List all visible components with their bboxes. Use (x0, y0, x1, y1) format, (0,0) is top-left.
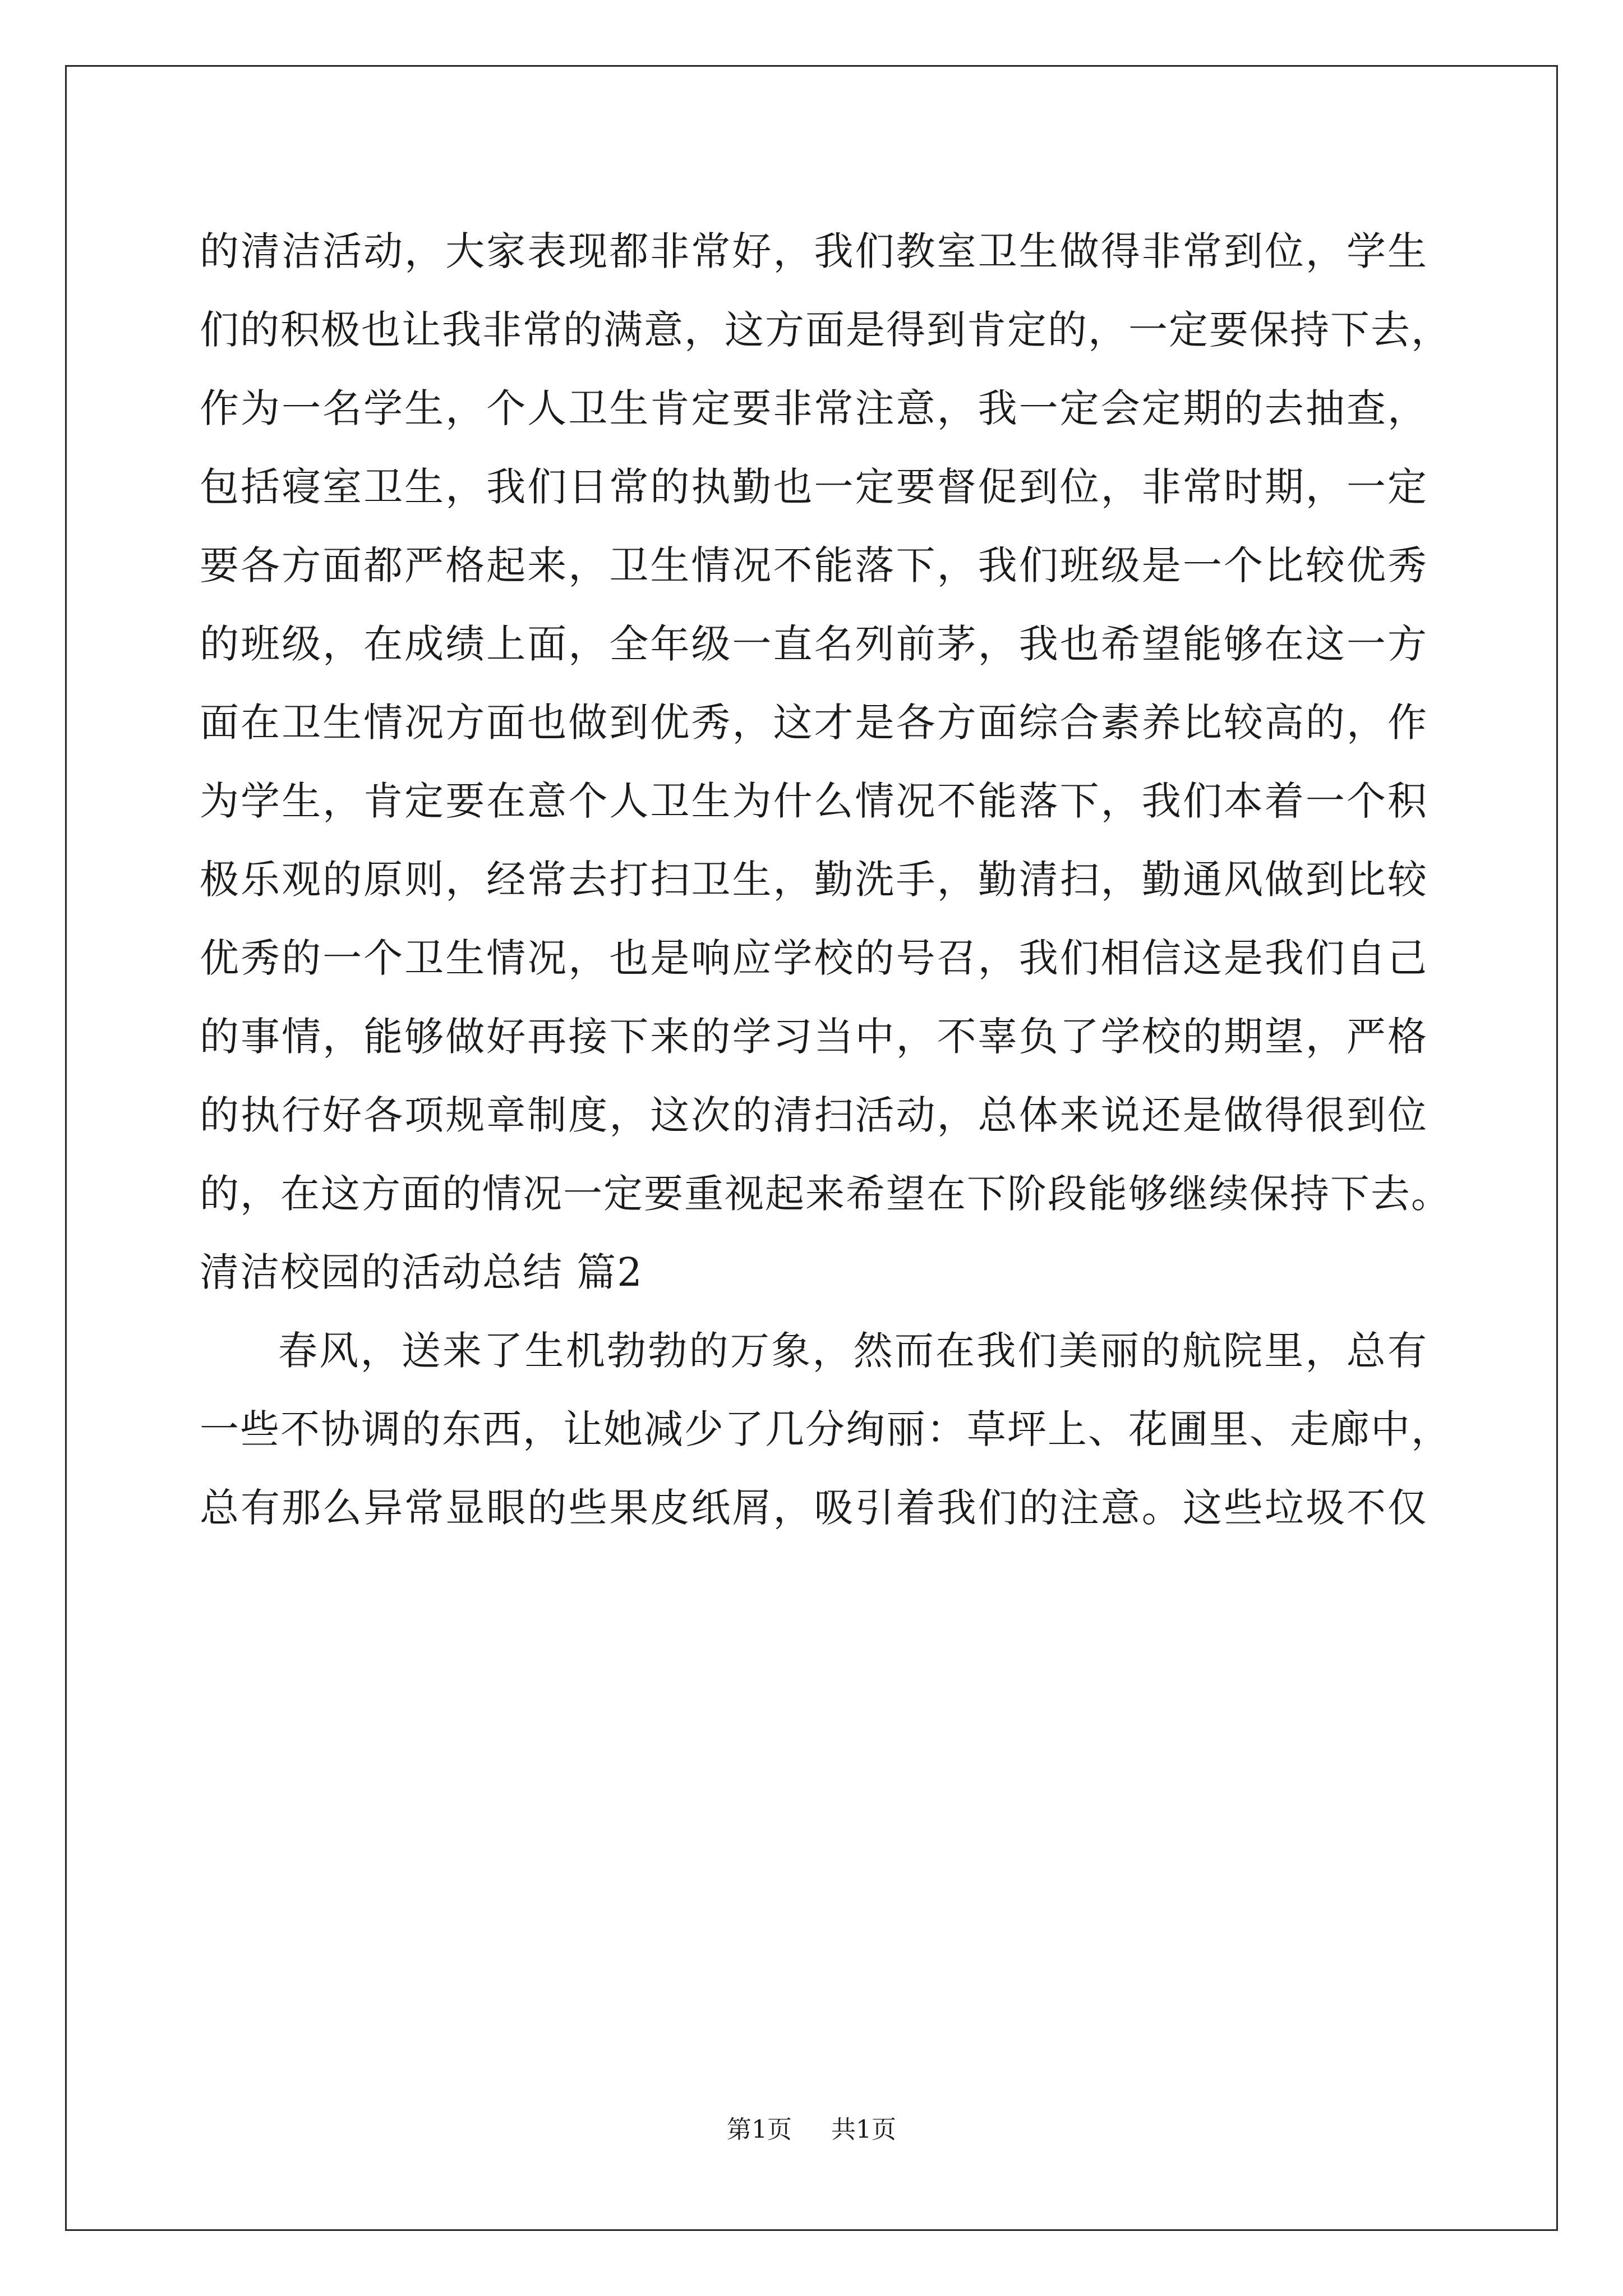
paragraph-line: 的清洁活动，大家表现都非常好，我们教室卫生做得非常到位，学生 (200, 228, 1428, 274)
paragraph-line: 一些不协调的东西，让她减少了几分绚丽：草坪上、花圃里、走廊中， (200, 1406, 1451, 1452)
paragraph-line: 的执行好各项规章制度，这次的清扫活动，总体来说还是做得很到位 (200, 1092, 1428, 1138)
page-number-current: 第1页 (727, 2115, 792, 2144)
paragraph-line: 作为一名学生，个人卫生肯定要非常注意，我一定会定期的去抽查， (200, 385, 1428, 431)
paragraph-line: 春风，送来了生机勃勃的万象，然而在我们美丽的航院里，总有 (278, 1328, 1428, 1374)
paragraph-line: 优秀的一个卫生情况，也是响应学校的号召，我们相信这是我们自己 (200, 935, 1428, 981)
paragraph-line: 的事情，能够做好再接下来的学习当中，不辜负了学校的期望，严格 (200, 1014, 1428, 1060)
page-footer (0, 2113, 1623, 2147)
document-body (200, 212, 1451, 1547)
paragraph-line: 们的积极也让我非常的满意，这方面是得到肯定的，一定要保持下去， (200, 307, 1451, 353)
paragraph-line: 要各方面都严格起来，卫生情况不能落下，我们班级是一个比较优秀 (200, 542, 1428, 588)
paragraph-line: 极乐观的原则，经常去打扫卫生，勤洗手，勤清扫，勤通风做到比较 (200, 857, 1428, 903)
paragraph-line: 为学生，肯定要在意个人卫生为什么情况不能落下，我们本着一个积 (200, 778, 1428, 824)
paragraph-line: 的班级，在成绩上面，全年级一直名列前茅，我也希望能够在这一方 (200, 621, 1428, 667)
page-number-total: 共1页 (831, 2115, 896, 2144)
paragraph-line: 的，在这方面的情况一定要重视起来希望在下阶段能够继续保持下去。 (200, 1171, 1451, 1217)
paragraph-line: 总有那么异常显眼的些果皮纸屑，吸引着我们的注意。这些垃圾不仅 (200, 1485, 1428, 1531)
section-heading: 清洁校园的活动总结 篇2 (200, 1249, 643, 1295)
paragraph-line: 包括寝室卫生，我们日常的执勤也一定要督促到位，非常时期，一定 (200, 464, 1428, 510)
paragraph-line: 面在卫生情况方面也做到优秀，这才是各方面综合素养比较高的，作 (200, 700, 1428, 746)
